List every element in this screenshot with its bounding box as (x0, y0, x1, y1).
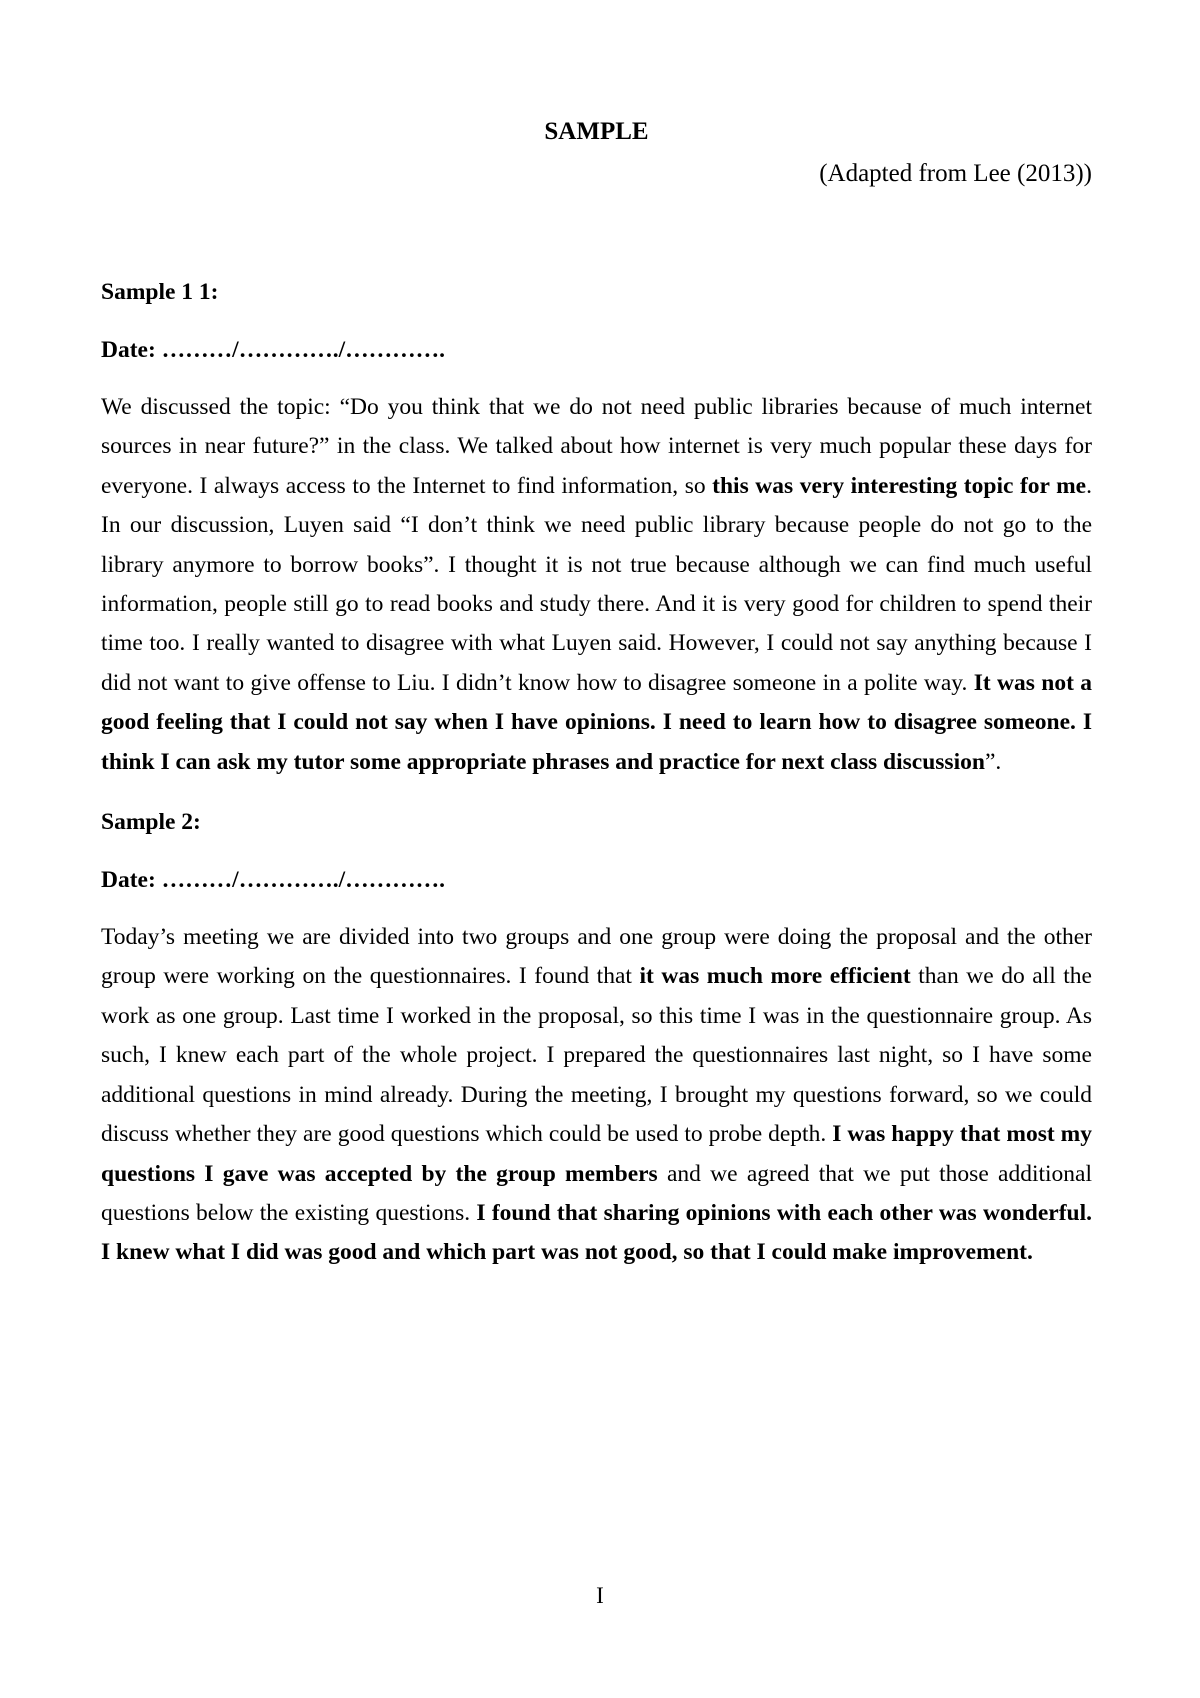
bold-text-run: It was not a good feeling that I could not say when I have opinions. I need to learn how to disagree someone. I think I can ask my tutor some appropriate phrases and practice for next class discussion (101, 669, 1093, 775)
sample-1-date: Date: ………/…………./…………. (101, 337, 445, 363)
sample-2-heading: Sample 2: (101, 809, 201, 836)
document-content (101, 112, 1092, 1273)
sample-2-paragraph (101, 918, 1092, 1273)
bold-text-run: this was very interesting topic for me (712, 472, 1087, 499)
text-run: We discussed the topic: “Do you think that we do not need public libraries because of much internet sources in near future?” in the class. We talked about how internet is very much popular these days for everyone. I always access to the Internet to find information, so (101, 394, 1092, 499)
bold-text-run: I was happy that most my questions I gave was accepted by the group members (101, 1121, 1092, 1187)
bold-text-run: it was much more efficient (639, 963, 911, 990)
sample-2-date: Date: ………/…………./…………. (101, 867, 445, 894)
text-run: than we do all the work as one group. Last time I worked in the proposal, so this time I was in the questionnaire group. As such, I knew each part of the whole project. I prepared the questionnaires last night, so I have some additional questions in mind already. During the meeting, I brought my questions forward, so we could discuss whether they are good questions which could be used to probe depth. (101, 963, 1092, 1148)
sample-1-paragraph (101, 388, 1092, 782)
document-title: SAMPLE (544, 118, 649, 145)
source-citation: (Adapted from Lee (2013)) (819, 160, 1092, 187)
text-run: and we agreed that we put those additional questions below the existing questions. (101, 1160, 1092, 1226)
text-run: Today’s meeting we are divided into two groups and one group were doing the proposal and the other group were working on the questionnaires. I found that (101, 924, 1092, 990)
page-number: I (596, 1583, 604, 1608)
text-run: ”. (984, 748, 1002, 775)
bold-text-run: I found that sharing opinions with each other was wonderful. I knew what I did was good and which part was not good, so that I could make improvement. (101, 1199, 1092, 1266)
text-run: . In our discussion, Luyen said “I don’t think we need public library because people do not go to the library anymore to borrow books”. I thought it is not true because although we can find much useful information, people still go to read books and study there. And it is very good for children to spend their time too. I really wanted to disagree with what Luyen said. However, I could not say anything because I did not want to give offense to Liu. I didn’t know how to disagree someone in a polite way. (101, 472, 1092, 696)
sample-1-heading: Sample 1 1: (101, 279, 219, 305)
